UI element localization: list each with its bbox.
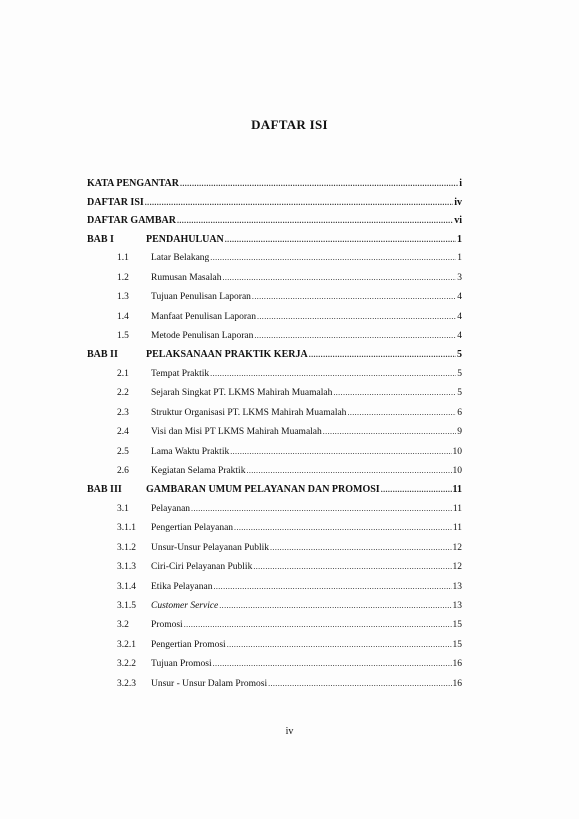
toc-entry-title: Manfaat Penulisan Laporan	[151, 311, 256, 322]
dot-leader	[381, 483, 452, 497]
toc-entry-page: 15	[452, 620, 462, 631]
toc-entry-page: 5	[457, 388, 462, 399]
toc-chapter-entry	[87, 483, 462, 497]
dot-leader	[253, 560, 451, 574]
toc-entry-title: DAFTAR GAMBAR	[87, 215, 176, 227]
toc-chapter-entry	[87, 233, 462, 247]
toc-entry-title: Tempat Praktik	[151, 369, 210, 379]
toc-entry-page: 4	[457, 292, 462, 303]
toc-entry-page: 11	[452, 523, 462, 534]
toc-front-entry	[87, 214, 462, 228]
toc-entry-title: Unsur - Unsur Dalam Promosi	[151, 678, 268, 689]
toc-entry-number: 2.2	[117, 388, 129, 399]
dot-leader	[210, 367, 456, 381]
dot-leader	[347, 406, 456, 420]
toc-entry-title: Pengertian Pelayanan	[151, 523, 234, 534]
toc-front-entry	[87, 196, 462, 210]
toc-entry-number: 2.5	[117, 446, 129, 457]
dot-leader	[246, 464, 451, 478]
toc-entry-number: 1.4	[117, 311, 129, 322]
toc-entry-number: 3.1.1	[117, 523, 136, 534]
toc-section-entry	[117, 271, 462, 285]
dot-leader	[225, 233, 456, 247]
toc-entry-page: 3	[457, 272, 462, 283]
toc-entry-title: Pelayanan	[151, 504, 191, 514]
toc-section-entry	[117, 599, 462, 613]
dot-leader	[323, 425, 456, 439]
toc-section-entry	[117, 386, 462, 400]
dot-leader	[180, 177, 458, 191]
dot-leader	[227, 638, 452, 652]
toc-section-entry	[117, 521, 462, 535]
toc-entry-page: 5	[457, 349, 462, 361]
toc-entry-title: Sejarah Singkat PT. LKMS Mahirah Muamalah	[151, 388, 333, 399]
dot-leader	[268, 677, 451, 691]
toc-entry-number: 1.5	[117, 331, 129, 341]
toc-section-entry	[117, 580, 462, 594]
dot-leader	[254, 329, 456, 343]
toc-entry-number: 2.6	[117, 466, 129, 476]
toc-entry-number: 2.3	[117, 407, 129, 418]
toc-entry-page: 16	[452, 659, 462, 670]
dot-leader	[230, 445, 451, 459]
toc-entry-page: iv	[454, 196, 462, 208]
toc-section-entry	[117, 329, 462, 343]
toc-section-entry	[117, 367, 462, 381]
toc-section-entry	[117, 560, 462, 574]
toc-entry-page: 13	[452, 601, 462, 611]
toc-entry-number: 1.1	[117, 253, 129, 264]
dot-leader	[234, 521, 452, 535]
toc-entry-number: BAB I	[87, 233, 114, 245]
toc-entry-page: 9	[457, 427, 462, 438]
toc-entry-page: 11	[452, 484, 462, 496]
toc-entry-title: Etika Pelayanan	[151, 581, 213, 592]
dot-leader	[309, 348, 456, 362]
dot-leader	[222, 271, 456, 285]
toc-entry-title: GAMBARAN UMUM PELAYANAN DAN PROMOSI	[146, 484, 380, 496]
toc-section-entry	[117, 618, 462, 632]
toc-entry-page: 5	[457, 369, 462, 379]
toc-entry-title: Lama Waktu Praktik	[151, 446, 230, 457]
dot-leader	[210, 251, 456, 265]
dot-leader	[184, 618, 452, 632]
dot-leader	[252, 290, 456, 304]
toc-chapter-entry	[87, 348, 462, 362]
dot-leader	[213, 580, 451, 594]
toc-section-entry	[117, 638, 462, 652]
toc-entry-title: DAFTAR ISI	[87, 196, 144, 208]
toc-entry-title: Struktur Organisasi PT. LKMS Mahirah Muamalah	[151, 407, 347, 418]
toc-entry-title: Ciri-Ciri Pelayanan Publik	[151, 562, 253, 573]
toc-entry-page: 4	[457, 311, 462, 322]
toc-section-entry	[117, 502, 462, 516]
toc-entry-number: 3.1	[117, 504, 129, 514]
toc-entry-page: vi	[454, 215, 462, 227]
dot-leader	[213, 657, 452, 671]
toc-entry-title: Customer Service	[151, 601, 219, 611]
page-title: DAFTAR ISI	[251, 117, 328, 132]
toc-section-entry	[117, 657, 462, 671]
toc-entry-title: Latar Belakang	[151, 253, 210, 264]
toc-section-entry	[117, 406, 462, 420]
toc-entry-title: Pengertian Promosi	[151, 639, 226, 650]
toc-section-entry	[117, 251, 462, 265]
toc-entry-title: Tujuan Promosi	[151, 659, 212, 670]
toc-entry-number: 3.1.4	[117, 581, 136, 592]
toc-entry-title: PENDAHULUAN	[146, 233, 224, 245]
toc-entry-number: BAB II	[87, 349, 118, 361]
toc-entry-page: 10	[452, 466, 462, 476]
toc-entry-title: Unsur-Unsur Pelayanan Publik	[151, 542, 270, 553]
toc-entry-number: 3.1.2	[117, 542, 136, 553]
toc-entry-number: 1.3	[117, 292, 129, 303]
toc-entry-title: Promosi	[151, 620, 183, 631]
toc-entry-number: 3.2	[117, 620, 129, 631]
toc-entry-number: 3.1.5	[117, 601, 136, 611]
toc-entry-title: KATA PENGANTAR	[87, 178, 179, 189]
toc-entry-title: Kegiatan Selama Praktik	[151, 466, 246, 476]
toc-entry-page: 6	[457, 407, 462, 418]
dot-leader	[145, 196, 453, 210]
toc-entry-page: 10	[452, 446, 462, 457]
dot-leader	[257, 310, 456, 324]
toc-section-entry	[117, 445, 462, 459]
toc-front-entry	[87, 177, 462, 191]
toc-section-entry	[117, 290, 462, 304]
toc-entry-page: 15	[452, 639, 462, 650]
toc-entry-page: 1	[457, 233, 462, 245]
toc-entry-page: 13	[452, 581, 462, 592]
toc-entry-page: 12	[452, 542, 462, 553]
toc-section-entry	[117, 541, 462, 555]
toc-entry-page: i	[459, 178, 462, 189]
toc-section-entry	[117, 425, 462, 439]
dot-leader	[191, 502, 452, 516]
toc-entry-title: Rumusan Masalah	[151, 272, 222, 283]
toc-entry-number: 3.2.3	[117, 678, 136, 689]
toc-entry-title: PELAKSANAAN PRAKTIK KERJA	[146, 349, 308, 361]
dot-leader	[270, 541, 451, 555]
toc-entry-number: BAB III	[87, 484, 122, 496]
toc-entry-number: 3.2.2	[117, 659, 136, 670]
dot-leader	[333, 386, 456, 400]
toc-entry-page: 12	[452, 562, 462, 573]
toc-section-entry	[117, 310, 462, 324]
dot-leader	[219, 599, 451, 613]
toc-entry-title: Metode Penulisan Laporan	[151, 331, 254, 341]
page-number-footer: iv	[285, 726, 294, 737]
toc-entry-page: 1	[457, 253, 462, 264]
toc-section-entry	[117, 677, 462, 691]
toc-section-entry	[117, 464, 462, 478]
toc-entry-title: Tujuan Penulisan Laporan	[151, 292, 251, 303]
toc-entry-page: 4	[457, 331, 462, 341]
toc-entry-number: 1.2	[117, 272, 129, 283]
toc-entry-number: 3.2.1	[117, 639, 136, 650]
toc-entry-title: Visi dan Misi PT LKMS Mahirah Muamalah	[151, 427, 322, 438]
toc-entry-page: 11	[452, 504, 462, 514]
dot-leader	[177, 214, 453, 228]
toc-entry-number: 3.1.3	[117, 562, 136, 573]
toc-entry-number: 2.4	[117, 427, 129, 438]
toc-entry-page: 16	[452, 678, 462, 689]
toc-entry-number: 2.1	[117, 369, 129, 379]
